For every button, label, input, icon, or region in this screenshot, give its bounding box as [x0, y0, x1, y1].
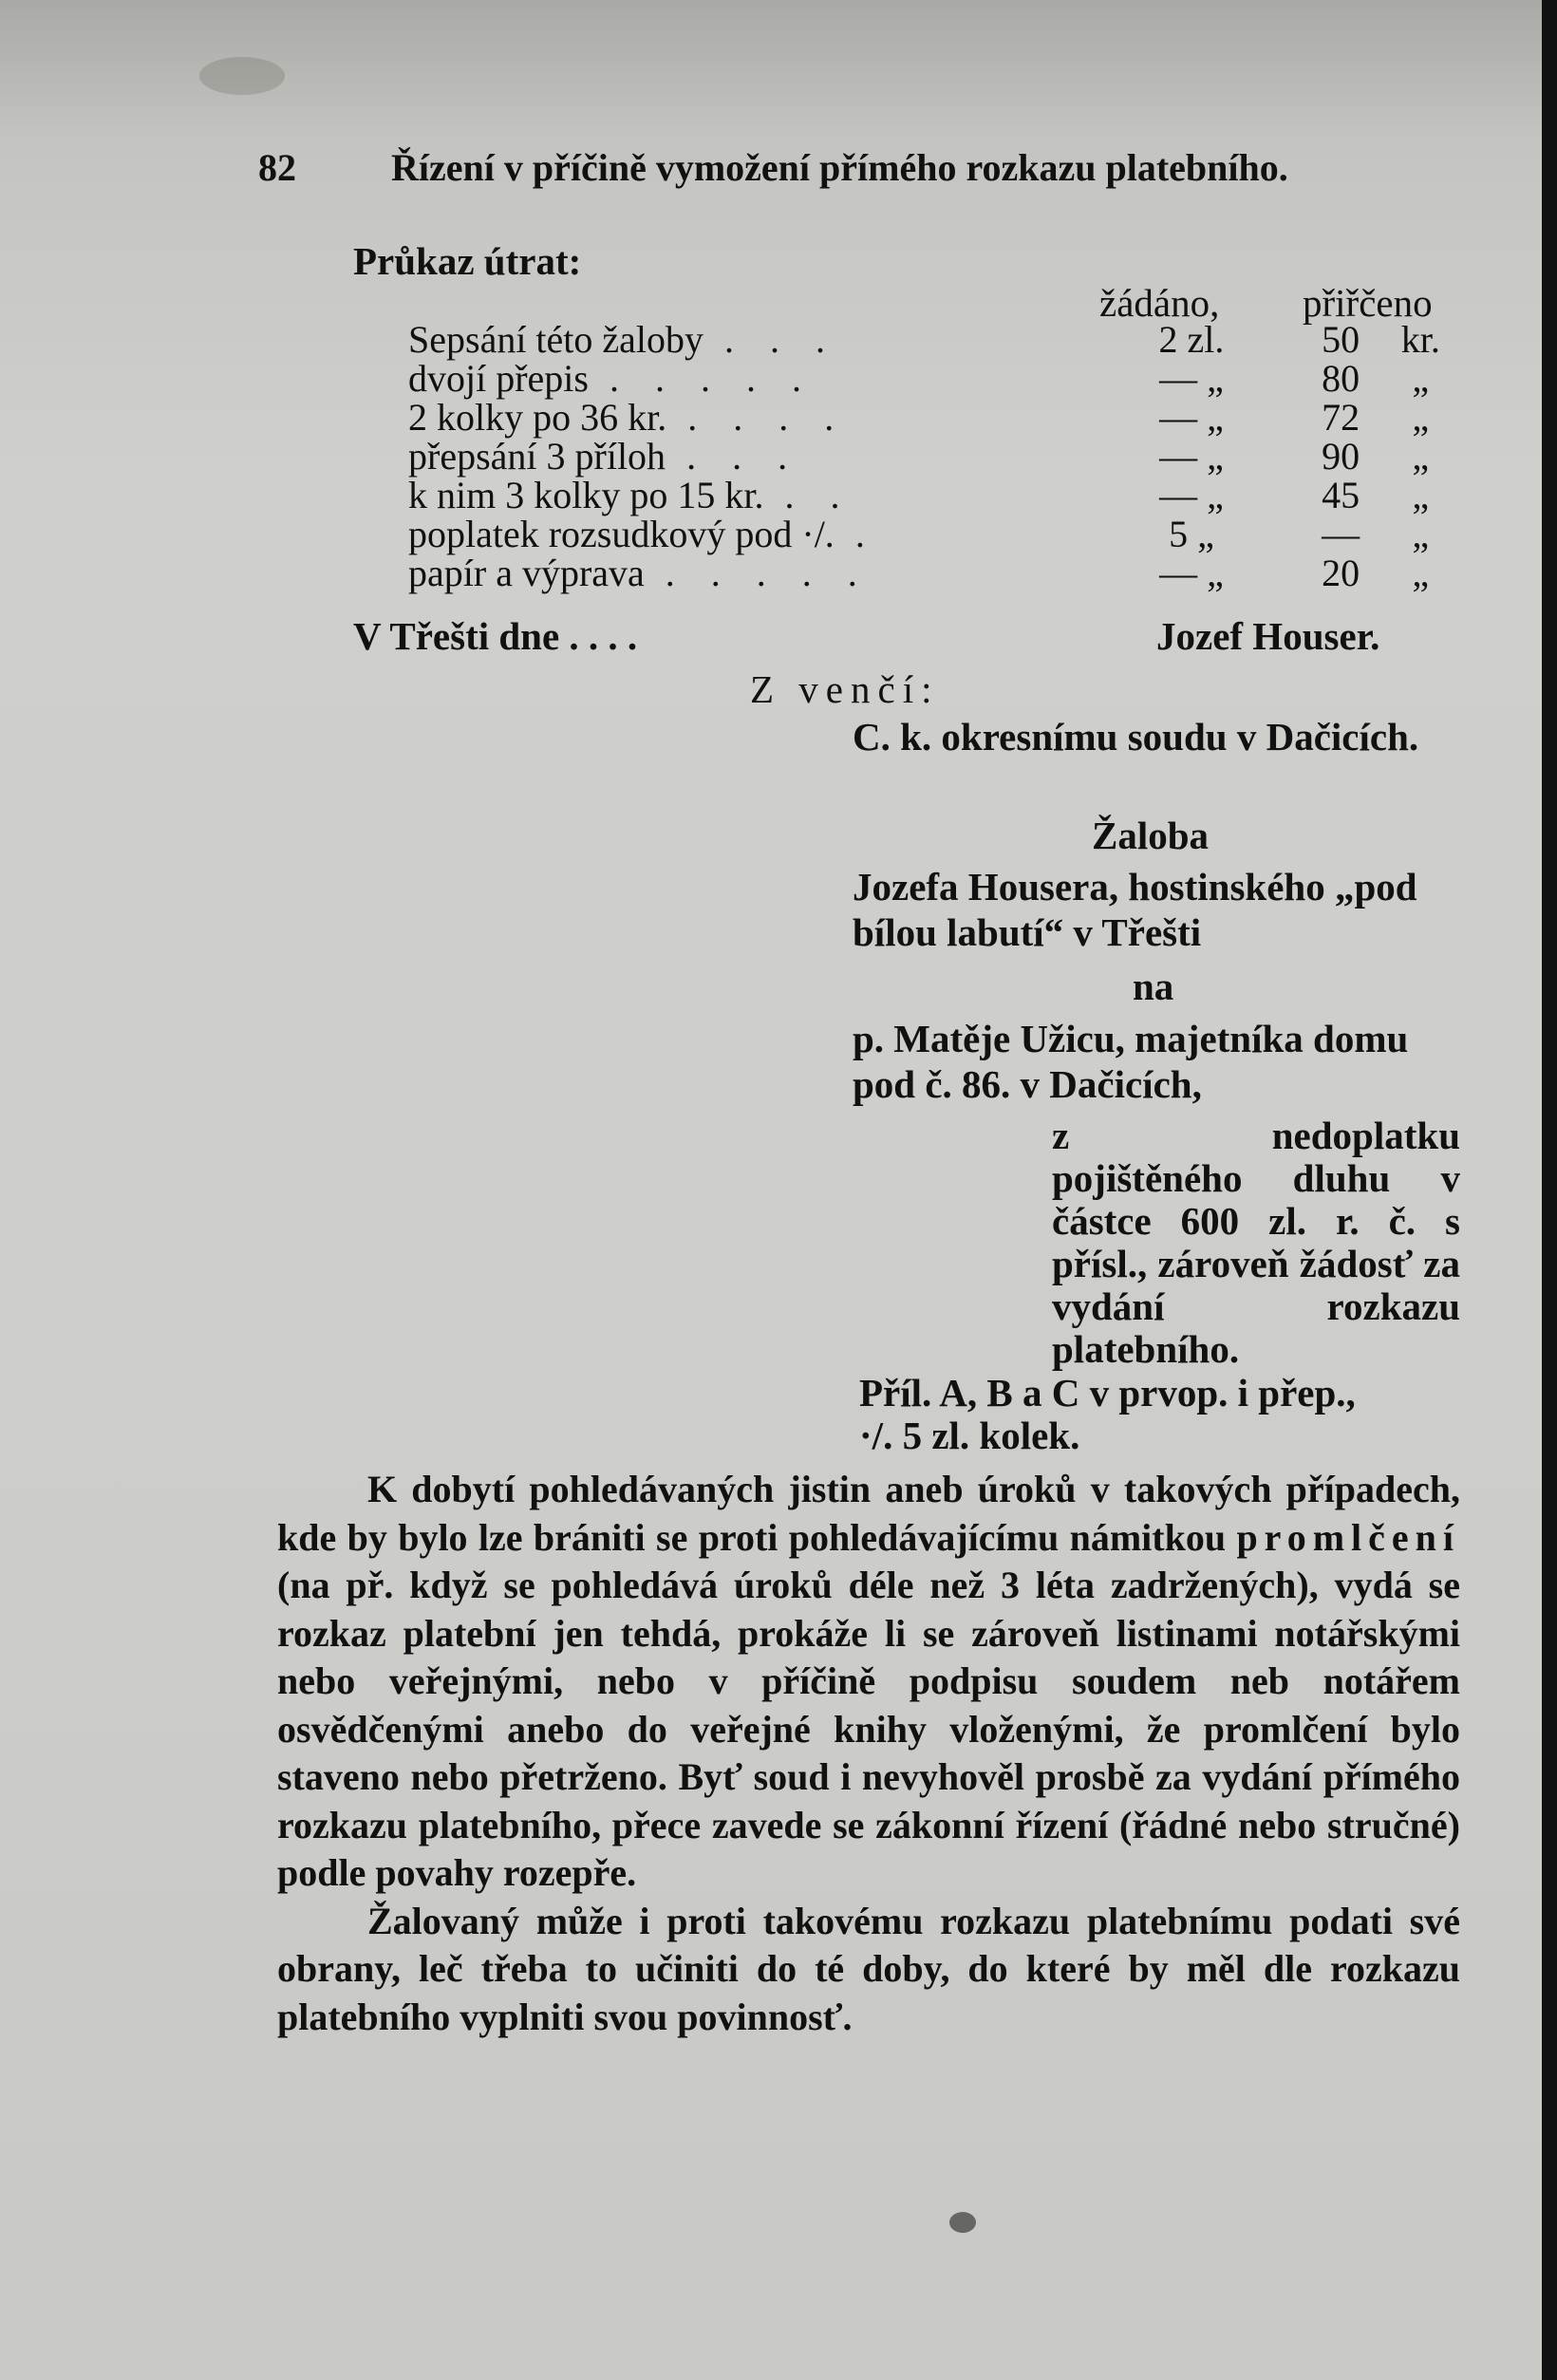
outside-heading: Z venčí:: [750, 667, 940, 711]
signature: Jozef Houser.: [1156, 614, 1380, 658]
costs-title: Průkaz útrat:: [353, 239, 582, 283]
running-title: Řízení v příčině vymožení přímého rozkazu platebního.: [391, 146, 1288, 189]
cost-unit: „: [1412, 474, 1430, 516]
leader-dots: .: [854, 513, 878, 555]
cost-row: [408, 398, 1453, 437]
cost-amount-b: 80: [1322, 357, 1360, 400]
leader-dots: . . . .: [687, 396, 848, 439]
body-text: [277, 1466, 1460, 2041]
cost-amount-b: 50: [1322, 318, 1360, 361]
emphasis-spaced: promlčení: [1236, 1515, 1461, 1559]
cost-unit: „: [1412, 435, 1430, 478]
page-number: 82: [258, 146, 296, 189]
attachments-line-1: Příl. A, B a C v prvop. i přep.,: [859, 1371, 1356, 1415]
cost-unit: „: [1412, 357, 1430, 400]
place-date: V Třešti dne . . . .: [353, 614, 638, 658]
cost-amount-b: 45: [1322, 474, 1360, 516]
cost-amount-a: — „: [1159, 357, 1224, 400]
addressee: C. k. okresnímu soudu v Dačicích.: [853, 715, 1419, 759]
cost-item: poplatek rozsudkový pod ·/. .: [408, 513, 878, 555]
cost-unit: kr.: [1400, 318, 1440, 361]
cost-item: papír a výprava . . . . .: [408, 552, 871, 594]
cost-row: [408, 515, 1453, 553]
leader-dots: . . . . .: [665, 552, 871, 594]
cost-amount-b: —: [1322, 513, 1360, 555]
cost-row: [408, 476, 1453, 515]
cost-amount-a: — „: [1159, 435, 1224, 478]
cost-item: přepsání 3 příloh . . .: [408, 435, 801, 478]
attachments-line-2: ·/. 5 zl. kolek.: [859, 1414, 1080, 1457]
cost-amount-b: 90: [1322, 435, 1360, 478]
cost-item: 2 kolky po 36 kr. . . . .: [408, 396, 848, 439]
plaintiff: Jozefa Housera, hostinského „pod bílou labutí“ v Třešti: [853, 865, 1417, 954]
cost-amount-a: 5 „: [1169, 513, 1214, 555]
cost-amount-a: — „: [1159, 474, 1224, 516]
cost-amount-b: 20: [1322, 552, 1360, 594]
defendant: p. Matěje Užicu, majetníka domu pod č. 86. v Dačicích,: [853, 1017, 1409, 1106]
cost-amount-a: — „: [1159, 396, 1224, 439]
cost-row: [408, 320, 1453, 359]
cost-item: dvojí přepis . . . . .: [408, 357, 815, 400]
doc-title: Žaloba: [1092, 814, 1210, 857]
na-label: na: [1133, 965, 1174, 1008]
claim-subject: z nedoplatku pojištěného dluhu v částce 600 zl. r. č. s přísl., zároveň žádosť za vydání rozkazu platebního.: [1052, 1114, 1460, 1371]
cost-unit: „: [1412, 513, 1430, 555]
leader-dots: . . .: [724, 318, 839, 361]
cost-amount-a: — „: [1159, 552, 1224, 594]
cost-row: [408, 437, 1453, 476]
costs-table: [408, 320, 1453, 592]
cost-item: k nim 3 kolky po 15 kr. . .: [408, 474, 854, 516]
body-paragraph-1: K dobytí pohledávaných jistin aneb úroků v takových případech, kde by bylo lze brániti se proti pohledávajícímu námitkou promlčení (na př. když se pohledává úroků déle než 3 léta zadržených), vydá se rozkaz platební jen tehdá, prokáže li se zároveň listinami notářskými nebo veřejnými, nebo v příčině podpisu soudem neb notářem osvědčenými anebo do veřejné knihy vloženými, že promlčení bylo staveno nebo přetrženo. Byť soud i nevyhověl prosbě za vydání přímého rozkazu platebního, přece zavede se zákonní řízení (řádné nebo stručné) podle povahy rozepře.: [277, 1468, 1461, 1894]
cost-unit: „: [1412, 396, 1430, 439]
cost-item: Sepsání této žaloby . . .: [408, 318, 839, 361]
col-header-requested: žádáno,: [1099, 281, 1220, 325]
cost-unit: „: [1412, 552, 1430, 594]
leader-dots: . . .: [686, 435, 801, 478]
cost-amount-a: 2 zl.: [1158, 318, 1225, 361]
cost-row: [408, 359, 1453, 398]
ink-spot: [949, 2212, 976, 2233]
leader-dots: . . . . .: [609, 357, 815, 400]
paper-stain: [199, 57, 285, 95]
cost-row: [408, 553, 1453, 592]
page-edge: [1542, 0, 1557, 2380]
leader-dots: . .: [784, 474, 854, 516]
body-paragraph-2: Žalovaný může i proti takovému rozkazu platebnímu podati své obrany, leč třeba to učiniti do té doby, do které by měl dle rozkazu platebního vyplniti svou povinnosť.: [277, 1899, 1460, 2038]
col-header-awarded: přiřčeno: [1303, 281, 1433, 325]
cost-amount-b: 72: [1322, 396, 1360, 439]
